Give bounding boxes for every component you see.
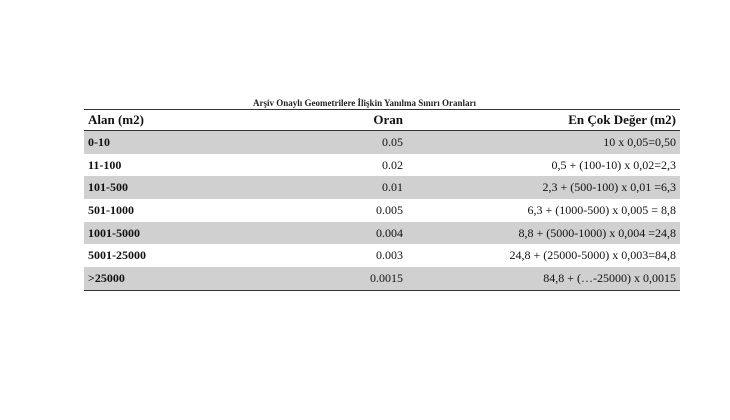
cell-alan: 1001-5000	[84, 222, 282, 245]
cell-max-value: 2,3 + (500-100) x 0,01 =6,3	[418, 176, 680, 199]
cell-alan: 11-100	[88, 157, 122, 172]
cell-alan: 0-10	[84, 131, 282, 154]
table-row	[84, 176, 680, 199]
cell-max-value: 84,8 + (…-25000) x 0,0015	[418, 267, 680, 290]
table-row	[84, 267, 680, 290]
table-row	[84, 199, 680, 222]
table-header-row	[84, 110, 680, 131]
cell-max-value: 6,3 + (1000-500) x 0,005 = 8,8	[527, 202, 676, 217]
cell-oran: 0.0015	[282, 267, 418, 290]
error-limit-table	[84, 109, 680, 291]
cell-oran: 0.02	[382, 157, 403, 172]
cell-oran: 0.004	[282, 222, 418, 245]
cell-alan: 101-500	[84, 176, 282, 199]
cell-max-value: 8,8 + (5000-1000) x 0,004 =24,8	[418, 222, 680, 245]
table-caption: Arşiv Onaylı Geometrilere İlişkin Yanılma Sınırı Oranları	[253, 98, 476, 108]
cell-max-value: 0,5 + (100-10) x 0,02=2,3	[551, 157, 676, 172]
cell-max-value: 24,8 + (25000-5000) x 0,003=84,8	[509, 248, 676, 263]
cell-alan: >25000	[84, 267, 282, 290]
table-row	[84, 131, 680, 154]
cell-oran: 0.05	[282, 131, 418, 154]
header-alan: Alan (m2)	[88, 112, 144, 127]
table-row	[84, 244, 680, 267]
cell-oran: 0.003	[376, 248, 403, 263]
table-row	[84, 222, 680, 245]
cell-oran: 0.005	[376, 202, 403, 217]
cell-oran: 0.01	[282, 176, 418, 199]
table-row	[84, 154, 680, 177]
header-max-value: En Çok Değer (m2)	[568, 112, 676, 127]
ratio-table-block	[84, 98, 676, 291]
cell-max-value: 10 x 0,05=0,50	[418, 131, 680, 154]
cell-alan: 5001-25000	[88, 248, 146, 263]
header-oran: Oran	[373, 112, 403, 127]
cell-alan: 501-1000	[88, 202, 134, 217]
